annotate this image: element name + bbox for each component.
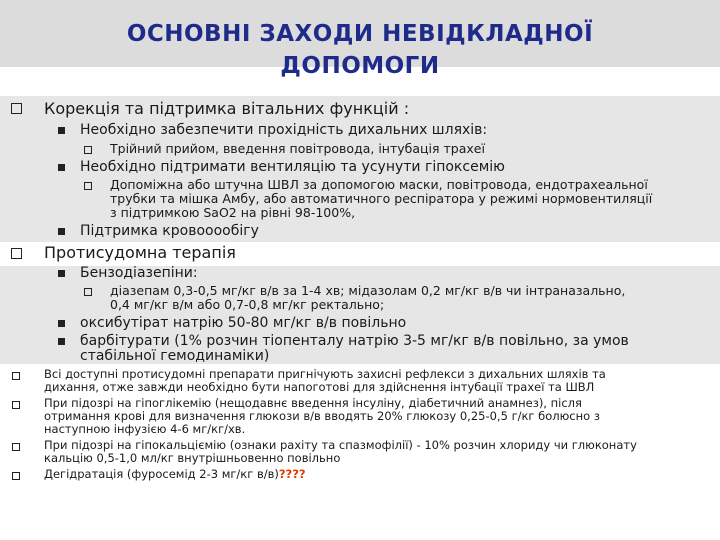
note-1-line-1: Всі доступні протисудомні препарати пригнічують захисні рефлекси з дихальних шляхів та (44, 367, 606, 381)
square-bullet-icon (84, 182, 92, 190)
page-title (0, 18, 720, 82)
section-1-heading: Корекція та підтримка вітальних функцій : (44, 99, 410, 118)
section-2-item-3-line-2: стабільної гемодинаміки) (80, 348, 270, 364)
note-3-line-2: кальцію 0,5-1,0 мл/кг внутрішньовенно повільно (44, 451, 341, 465)
square-bullet-icon (12, 472, 20, 480)
section-1-item-2: Необхідно підтримати вентиляцію та усунути гіпоксемію (80, 159, 505, 175)
note-4-text: Дегідратація (фуросемід 2-3 мг/кг в/в) (44, 467, 279, 481)
note-2-line-3: наступною інфузією 4-6 мг/кг/хв. (44, 422, 246, 436)
note-4 (44, 468, 306, 481)
square-bullet-icon (84, 146, 92, 154)
filled-bullet-icon (58, 338, 65, 345)
note-4-question-marks: ???? (278, 467, 306, 481)
section-1-item-1-sub: Трійний прийом, введення повітровода, інтубація трахеї (110, 141, 485, 156)
section-2-item-2: оксибутірат натрію 50-80 мг/кг в/в повільно (80, 315, 407, 331)
section-2-item-3-line-1: барбітурати (1% розчин тіопенталу натрію 3-5 мг/кг в/в повільно, за умов (80, 333, 629, 349)
filled-bullet-icon (58, 164, 65, 171)
note-2-line-2: отримання крові для визначення глюкози в/в вводять 20% глюкозу 0,25-0,5 г/кг болюсно з (44, 409, 600, 423)
filled-bullet-icon (58, 270, 65, 277)
section-2-item-1-sub-line-2: 0,4 мг/кг в/м або 0,7-0,8 мг/кг ректально; (110, 297, 385, 312)
title-line-2: ДОПОМОГИ (280, 53, 440, 79)
title-line-1: ОСНОВНІ ЗАХОДИ НЕВІДКЛАДНОЇ (126, 21, 594, 47)
square-bullet-icon (12, 401, 20, 409)
section-1-item-2-sub-line-1: Допоміжна або штучна ШВЛ за допомогою маски, повітровода, ендотрахеальної (110, 177, 648, 192)
section-2-item-1-sub-line-1: діазепам 0,3-0,5 мг/кг в/в за 1-4 хв; мідазолам 0,2 мг/кг в/в чи інтраназально, (110, 283, 626, 298)
square-bullet-icon (12, 372, 20, 380)
filled-bullet-icon (58, 228, 65, 235)
section-1-item-3: Підтримка кровооообігу (80, 223, 259, 239)
note-1-line-2: дихання, отже завжди необхідно бути напоготові для здійснення інтубації трахеї та ШВЛ (44, 380, 595, 394)
section-1-item-2-sub-line-3: з підтримкою SaO2 на рівні 98-100%, (110, 205, 356, 220)
square-bullet-icon (11, 103, 22, 114)
section-2-heading: Протисудомна терапія (44, 243, 236, 262)
square-bullet-icon (12, 443, 20, 451)
section-2-item-1: Бензодіазепіни: (80, 265, 198, 281)
section-1-item-1: Необхідно забезпечити прохідність дихальних шляхів: (80, 122, 488, 138)
square-bullet-icon (11, 248, 22, 259)
note-3-line-1: При підозрі на гіпокальціємію (ознаки рахіту та спазмофілії) - 10% розчин хлориду чи глюконату (44, 438, 637, 452)
square-bullet-icon (84, 288, 92, 296)
filled-bullet-icon (58, 127, 65, 134)
note-2-line-1: При підозрі на гіпоглікемію (нещодавнє введення інсуліну, діабетичний анамнез), після (44, 396, 582, 410)
filled-bullet-icon (58, 320, 65, 327)
section-1-item-2-sub-line-2: трубки та мішка Амбу, або автоматичного респіратора у режимі нормовентиляції (110, 191, 653, 206)
